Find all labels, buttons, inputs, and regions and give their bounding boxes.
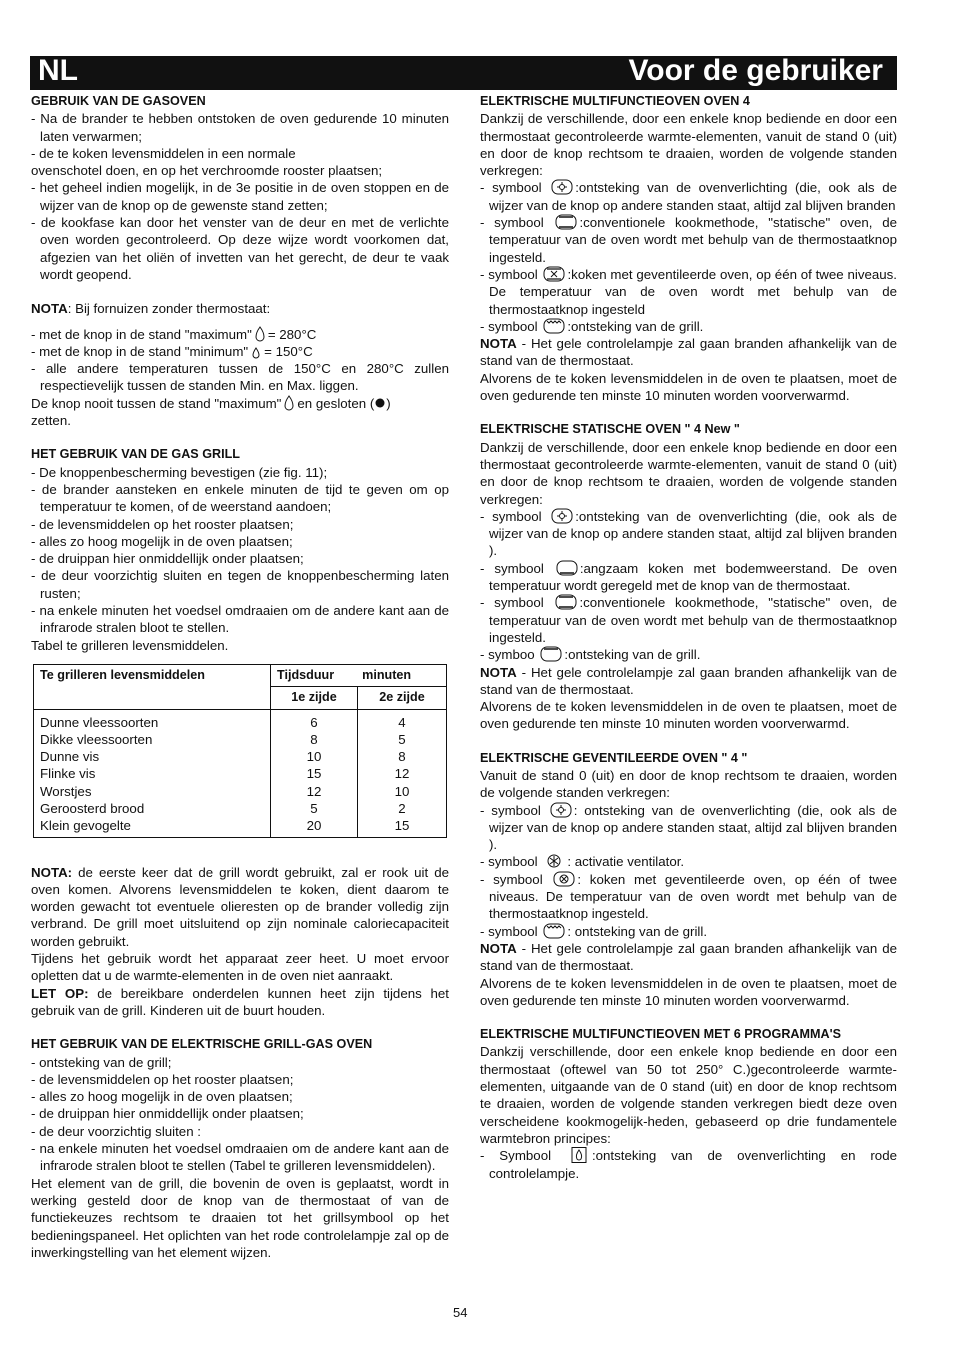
flame-max-icon bbox=[255, 326, 265, 342]
symbol-item: - symbool : koken met geventileerde oven, op één of twee niveaus. De temperatuur van de oven wordt met behulp van de thermostaatknop ingesteld. bbox=[480, 871, 897, 922]
section-title-gas-oven: GEBRUIK VAN DE GASOVEN bbox=[31, 94, 206, 108]
paragraph: Vanuit de stand 0 (uit) en door de knop rechtsom te draaien, worden de volgende standen verkregen: bbox=[480, 767, 897, 801]
list-item: - alles zo hoog mogelijk in de oven plaatsen; bbox=[31, 533, 293, 549]
section-title-multifunction-4: ELEKTRISCHE MULTIFUNCTIEOVEN OVEN 4 bbox=[480, 94, 750, 108]
flame-min-icon bbox=[251, 343, 261, 359]
grill-table bbox=[33, 664, 447, 838]
list-item: - de te koken levensmiddelen in een normale bbox=[31, 145, 296, 161]
table-cell: 6 bbox=[310, 714, 318, 730]
list-item: - de druippan hier onmiddellijk onder plaatsen; bbox=[31, 1106, 304, 1122]
page-number: 54 bbox=[453, 1305, 468, 1320]
symbol-item: - Symbool :ontsteking van de ovenverlichting en rode controlelampje. bbox=[480, 1148, 897, 1181]
table-cell: 10 bbox=[306, 749, 322, 765]
oven-light-icon bbox=[551, 508, 573, 524]
symbol-item: - symbool :ontsteking van de grill. bbox=[480, 318, 704, 334]
table-cell: 12 bbox=[306, 783, 322, 799]
symbol-item: - symbool : ontsteking van de ovenverlichting (die, ook als de wijzer van de knop op andere standen staat, altijd zal blijven branden ). bbox=[480, 802, 897, 853]
conventional-heat-icon bbox=[555, 594, 577, 610]
symbol-item: - symbool :conventionele kookmethode, "statische" oven, de temperatuur van de oven wordt met behulp van de thermostaatknop ingesteld. bbox=[480, 595, 897, 645]
letop-paragraph: LET OP: de bereikbare onderdelen kunnen heet zijn tijdens het gebruik van de grill. Kinderen uit de buurt houden. bbox=[31, 985, 449, 1018]
table-cell: Flinke vis bbox=[40, 766, 96, 782]
grill-icon bbox=[543, 318, 565, 334]
section-title-fan-oven: ELEKTRISCHE GEVENTILEERDE OVEN " 4 " bbox=[480, 750, 748, 765]
table-side1-column bbox=[271, 709, 358, 837]
fan-oven-icon bbox=[543, 266, 565, 282]
list-item: - de levensmiddelen op het rooster plaatsen; bbox=[31, 516, 294, 532]
paragraph: Alvorens de te koken levensmiddelen in de oven te plaatsen, moet de oven gedurende ten minste 10 minuten worden voorverwarmd. bbox=[480, 975, 897, 1008]
symbol-item: - symbool :koken met geventileerde oven, op één of twee niveaus. De temperatuur van de oven wordt met behulp van de thermostaatknop ingesteld bbox=[480, 266, 897, 317]
list-item: - ontsteking van de grill; bbox=[31, 1054, 172, 1070]
table-header-side2: 2e zijde bbox=[358, 687, 447, 709]
table-intro: Tabel te grilleren levensmiddelen. bbox=[31, 637, 229, 653]
paragraph: zetten. bbox=[31, 413, 71, 429]
symbol-item: - symbool :conventionele kookmethode, "statische" oven, de temperatuur van de oven wordt met behulp van de thermostaatknop ingesteld. bbox=[480, 215, 897, 265]
fan-oven-icon bbox=[553, 871, 575, 887]
symbol-item: - symboo :ontsteking van de grill. bbox=[480, 647, 701, 663]
nota-paragraph: NOTA - Het gele controlelampje zal gaan branden afhankelijk van de stand van de thermostaat. bbox=[480, 940, 897, 974]
table-cell: Worstjes bbox=[40, 783, 92, 799]
lamp-icon bbox=[568, 1147, 590, 1163]
list-item: - alles zo hoog mogelijk in de oven plaatsen; bbox=[31, 1089, 293, 1105]
nota-text: : Bij fornuizen zonder thermostaat: bbox=[67, 301, 271, 317]
table-header-food: Te grilleren levensmiddelen bbox=[34, 664, 271, 709]
list-item: - Na de brander te hebben ontstoken de oven gedurende 10 minuten laten verwarmen; bbox=[31, 111, 449, 144]
table-cell: 10 bbox=[394, 783, 410, 799]
nota-line bbox=[31, 300, 449, 317]
language-label: NL bbox=[38, 54, 78, 87]
list-item: - na enkele minuten het voedsel omdraaien om de andere kant aan de infrarode stralen bloot te stellen (Tabel te grilleren levensmiddelen). bbox=[31, 1141, 449, 1174]
symbol-item: - symbool : activatie ventilator. bbox=[480, 854, 685, 870]
max-position-line: - met de knop in de stand "maximum" = 280°C bbox=[31, 326, 317, 342]
table-cell: 4 bbox=[398, 714, 406, 730]
page-title: Voor de gebruiker bbox=[628, 54, 883, 87]
table-cell: 12 bbox=[394, 766, 410, 782]
fan-icon bbox=[543, 853, 565, 869]
symbol-item: - symbool : ontsteking van de grill. bbox=[480, 923, 708, 939]
table-cell: 5 bbox=[398, 731, 406, 747]
list-item: - alle andere temperaturen tussen de 150°C en 280°C zullen respectievelijk tussen de standen Min. en Max. liggen. bbox=[31, 361, 449, 394]
paragraph: Alvorens de te koken levensmiddelen in de oven te plaatsen, moet de oven gedurende ten minste 10 minuten worden voorverwarmd. bbox=[480, 699, 897, 732]
grill-icon bbox=[540, 646, 562, 662]
nota-paragraph: NOTA - Het gele controlelampje zal gaan branden afhankelijk van de stand van de thermostaat. bbox=[480, 664, 897, 697]
table-cell: Dunne vis bbox=[40, 749, 100, 765]
paragraph: ovenschotel doen, en op het verchroomde rooster plaatsen; bbox=[31, 163, 383, 179]
section-title-multifunction-6: ELEKTRISCHE MULTIFUNCTIEOVEN MET 6 PROGRAMMA'S bbox=[480, 1027, 841, 1042]
table-cell: 5 bbox=[310, 800, 318, 816]
symbol-item: - symbool :ontsteking van de ovenverlichting (die, ook als de wijzer van de knop op andere standen staat, altijd zal blijven branden bbox=[480, 180, 897, 213]
table-header-duration: Tijdsduur minuten bbox=[271, 664, 447, 686]
section-title-electric-grill: HET GEBRUIK VAN DE ELEKTRISCHE GRILL-GAS OVEN bbox=[31, 1037, 373, 1052]
table-side2-column bbox=[358, 709, 447, 837]
right-column bbox=[480, 93, 897, 1182]
list-item: - de levensmiddelen op het rooster plaatsen; bbox=[31, 1071, 294, 1087]
list-item: - de druippan hier onmiddellijk onder plaatsen; bbox=[31, 551, 304, 567]
closed-position-icon bbox=[374, 397, 386, 409]
table-cell: Dikke vleessoorten bbox=[40, 731, 153, 747]
table-cell: Geroosterd brood bbox=[40, 800, 145, 816]
section-title-gas-grill: HET GEBRUIK VAN DE GAS GRILL bbox=[31, 447, 240, 462]
nota-paragraph: NOTA: de eerste keer dat de grill wordt gebruikt, zal er rook uit de oven komen. Alvorens levensmiddelen te koken, dient daarom te worden gewacht tot eventuele olieresten op de brander volledig zijn verbrand. De grill moet uitsluitend op zijn nominale caloriecapaciteit worden gebruikt. bbox=[31, 864, 449, 949]
page-header bbox=[30, 56, 897, 90]
list-item: - De knoppenbescherming bevestigen (zie fig. 11); bbox=[31, 464, 328, 480]
list-item: - de kookfase kan door het venster van de deur en met de verlichte oven worden gecontroleerd. Op deze wijze wordt voorkomen dat, afgezien van het oliën of invetten van het gerecht, de deur te vaak wordt geopend. bbox=[31, 215, 449, 282]
table-food-column bbox=[34, 709, 271, 837]
list-item: - de deur voorzichtig sluiten en tegen de knoppenbescherming laten rusten; bbox=[31, 568, 449, 601]
list-item: - na enkele minuten het voedsel omdraaien om de andere kant aan de infrarode stralen bloot te stellen. bbox=[31, 603, 449, 636]
oven-light-icon bbox=[550, 802, 572, 818]
list-item: - de brander aansteken en enkele minuten de tijd te geven om op temperatuur te komen, of de weerstand aandoen; bbox=[31, 481, 449, 515]
conventional-heat-icon bbox=[555, 214, 577, 230]
flame-max-icon bbox=[284, 395, 294, 411]
oven-light-icon bbox=[551, 179, 573, 195]
section-title-static-oven: ELEKTRISCHE STATISCHE OVEN " 4 New " bbox=[480, 422, 740, 437]
warning-line: De knop nooit tussen de stand "maximum" en gesloten ( ) bbox=[31, 395, 391, 411]
paragraph: Dankzij verschillende, door een enkele knop bediende en door een thermostaat (oftewel van 50 tot 250° C.)gecontroleerde warmte-elementen, uitgaande van de 0 stand (uit) en door de knop rechtsom te draaien, worden de volgende standen verkregen biedt deze oven verscheidene kookmogelijk-heden, gebaseerd op drie fundamentele warmtebron principes: bbox=[480, 1044, 897, 1146]
table-cell: 8 bbox=[310, 731, 318, 747]
table-cell: 20 bbox=[306, 818, 322, 834]
bottom-heat-icon bbox=[556, 560, 578, 576]
nota-paragraph: NOTA - Het gele controlelampje zal gaan branden afhankelijk van de stand van de thermostaat. bbox=[480, 336, 897, 369]
left-column bbox=[31, 93, 449, 1261]
grill-icon bbox=[543, 923, 565, 939]
table-cell: 2 bbox=[398, 800, 406, 816]
table-cell: 8 bbox=[398, 749, 406, 765]
table-header-side1: 1e zijde bbox=[271, 687, 358, 709]
symbol-item: - symbool :angzaam koken met bodemweerstand. De oven temperatuur wordt geregeld met de knop van de thermostaat. bbox=[480, 560, 898, 594]
paragraph: Dankzij de verschillende, door een enkele knop bediende en door een thermostaat gecontroleerde warmte-elementen, vanuit de stand 0 (uit) en door de knop rechtsom te draaien, worden de volgende standen verkregen: bbox=[480, 111, 897, 179]
paragraph: Alvorens de te koken levensmiddelen in de oven te plaatsen, moet de oven gedurende ten minste 10 minuten worden voorverwarmd. bbox=[480, 370, 897, 404]
symbol-item: - symbool :ontsteking van de ovenverlichting (die, ook als de wijzer van de knop op andere standen staat, altijd zal blijven branden ). bbox=[480, 508, 897, 559]
warning-paragraph: Tijdens het gebruik wordt het apparaat zeer heet. U moet ervoor opletten dat u de warmte-elementen in de oven niet aanraakt. bbox=[31, 951, 449, 984]
table-cell: 15 bbox=[306, 766, 322, 782]
paragraph: Dankzij de verschillende, door een enkele knop bediende en door een thermostaat gecontroleerde warmte-elementen, vanuit de stand 0 (uit) en door de knop rechtsom te draaien, worden de volgende standen verkregen: bbox=[480, 439, 897, 507]
table-cell: Klein gevogelte bbox=[40, 818, 131, 834]
paragraph: Het element van de grill, die bovenin de oven is geplaatst, wordt in werking gesteld door de knop van de thermostaat of van de functiekeuzes rechtsom te draaien tot het grillsymbool op het bedieningspaneel. Het oplichten van het rode controlelampje zal op de inwerkingstelling van het element wijzen. bbox=[31, 1175, 449, 1260]
list-item: - het geheel indien mogelijk, in de 3e positie in de oven stoppen en de wijzer van de knop op de gewenste stand zetten; bbox=[31, 180, 449, 213]
table-cell: 15 bbox=[394, 818, 410, 834]
min-position-line: - met de knop in de stand "minimum" = 150°C bbox=[31, 343, 313, 359]
table-cell: Dunne vleessoorten bbox=[40, 714, 159, 730]
list-item: - de deur voorzichtig sluiten : bbox=[31, 1123, 201, 1139]
nota-label: NOTA bbox=[31, 301, 68, 317]
